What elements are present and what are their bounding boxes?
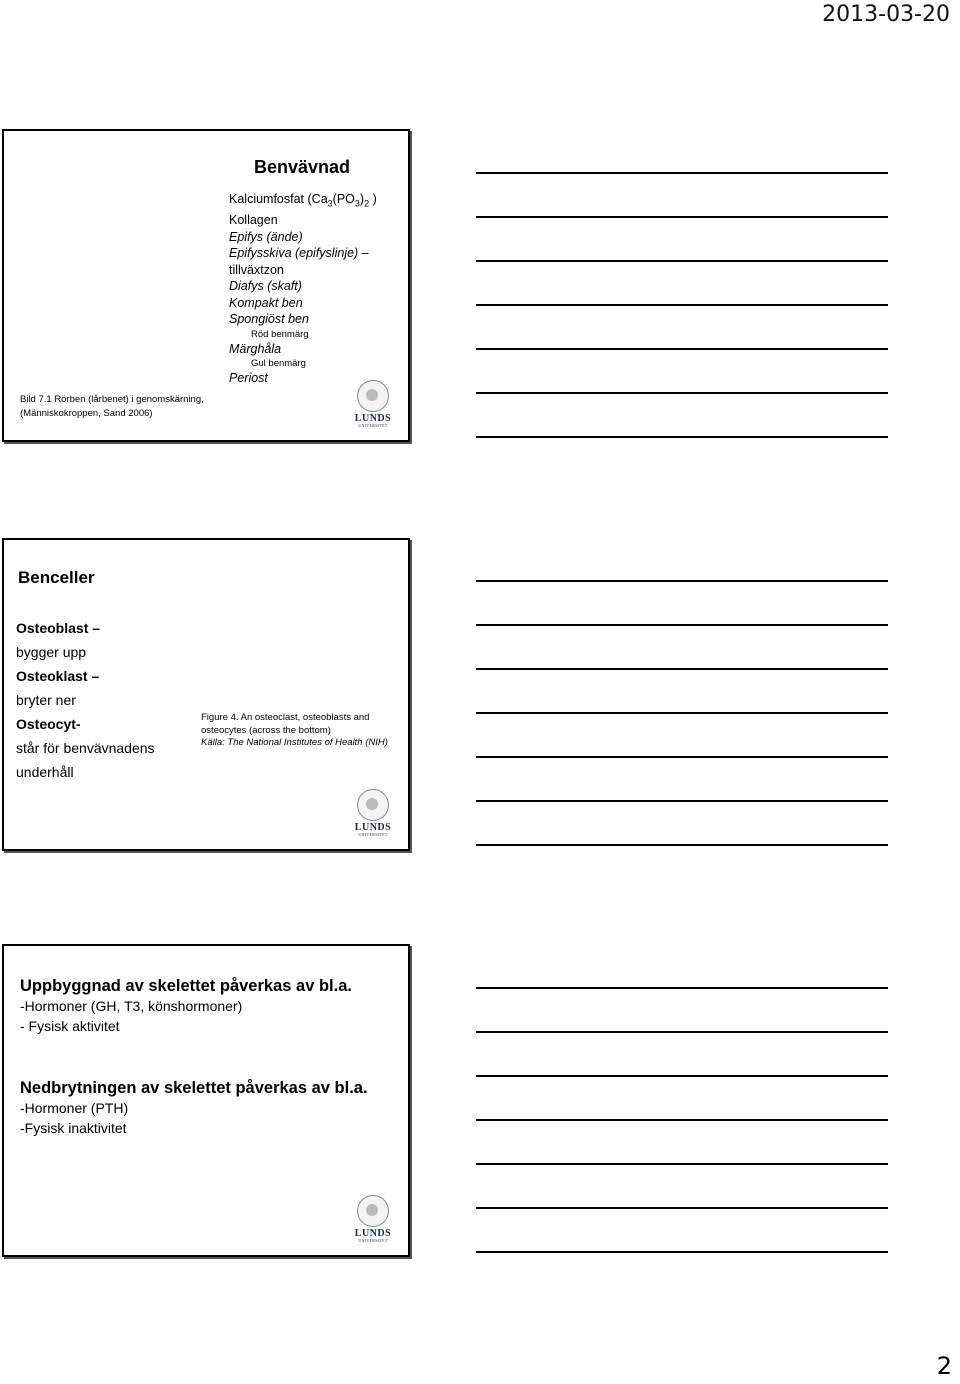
page-date: 2013-03-20 <box>822 2 950 27</box>
list-item: bryter ner <box>16 692 76 708</box>
figure-caption-text: Figure 4. An osteoclast, osteoblasts and osteocytes (across the bottom) <box>201 712 370 736</box>
note-line <box>476 712 888 714</box>
slide-bullet-list <box>16 616 155 784</box>
note-line <box>476 1031 888 1033</box>
note-line <box>476 987 888 989</box>
note-line <box>476 172 888 174</box>
figure-source: Källa: The National Institutes of Health (NIH) <box>201 737 388 748</box>
slide-bullet-list <box>229 191 377 387</box>
text-block <box>20 1078 390 1138</box>
slide-benvavnad <box>2 129 410 442</box>
list-item: tillväxtzon <box>229 262 284 277</box>
list-item: -Hormoner (GH, T3, könshormoner) <box>20 998 243 1014</box>
note-line <box>476 260 888 262</box>
block-heading: Nedbrytningen av skelettet påverkas av bl.a. <box>20 1079 368 1097</box>
note-line <box>476 348 888 350</box>
logo-name: LUNDS <box>354 413 392 424</box>
logo-sub: UNIVERSITET <box>358 832 388 837</box>
text-block <box>20 976 352 1036</box>
note-line <box>476 668 888 670</box>
university-seal-icon <box>357 380 389 412</box>
image-caption: Bild 7.1 Rörben (lårbenet) i genomskärning, (Människokroppen, Sand 2006) <box>20 394 204 419</box>
university-logo <box>354 380 392 428</box>
university-seal-icon <box>357 789 389 821</box>
list-item: Epifysskiva (epifyslinje) – <box>229 246 369 260</box>
logo-sub: UNIVERSITET <box>358 1238 388 1243</box>
list-item: Epifys (ände) <box>229 229 303 244</box>
slide-title: Benceller <box>18 568 95 587</box>
list-item: Osteoklast – <box>16 668 100 684</box>
note-line <box>476 436 888 438</box>
list-item <box>229 191 377 212</box>
note-line <box>476 1075 888 1077</box>
list-item: Osteocyt- <box>16 716 81 732</box>
list-item: Kollagen <box>229 213 278 227</box>
list-item: underhåll <box>16 764 74 780</box>
figure-caption <box>201 712 401 750</box>
list-item: Kompakt ben <box>229 295 303 310</box>
note-line <box>476 1251 888 1253</box>
list-item: Periost <box>229 371 268 385</box>
note-line <box>476 756 888 758</box>
note-line <box>476 216 888 218</box>
slide-skelettet <box>2 944 410 1257</box>
logo-sub: UNIVERSITET <box>358 423 388 428</box>
list-item: Osteoblast – <box>16 620 101 636</box>
note-line <box>476 1119 888 1121</box>
list-item-text: Kalciumfosfat ($Ca_3(PO_3)_2$ ) <box>229 192 377 209</box>
list-item: - Fysisk aktivitet <box>20 1018 120 1034</box>
university-logo <box>354 1195 392 1243</box>
block-heading: Uppbyggnad av skelettet påverkas av bl.a. <box>20 977 352 995</box>
university-logo <box>354 789 392 837</box>
note-line <box>476 624 888 626</box>
list-item: står för benvävnadens <box>16 740 155 756</box>
note-line <box>476 800 888 802</box>
list-item: Diafys (skaft) <box>229 279 302 293</box>
list-item: -Fysisk inaktivitet <box>20 1120 127 1136</box>
note-line <box>476 580 888 582</box>
logo-name: LUNDS <box>354 1228 392 1239</box>
list-item: -Hormoner (PTH) <box>20 1100 129 1116</box>
slide-title: Benvävnad <box>254 157 351 177</box>
list-item: bygger upp <box>16 644 87 660</box>
note-line <box>476 1207 888 1209</box>
slide-benceller <box>2 538 410 851</box>
note-line <box>476 304 888 306</box>
page-number: 2 <box>936 1352 952 1380</box>
list-item: Spongiöst ben <box>229 312 309 326</box>
list-subitem: Gul benmärg <box>251 358 306 369</box>
note-line <box>476 392 888 394</box>
logo-name: LUNDS <box>354 822 392 833</box>
list-subitem: Röd benmärg <box>251 328 309 340</box>
note-line <box>476 1163 888 1165</box>
university-seal-icon <box>357 1195 389 1227</box>
list-item: Märghåla <box>229 341 282 356</box>
note-line <box>476 844 888 846</box>
